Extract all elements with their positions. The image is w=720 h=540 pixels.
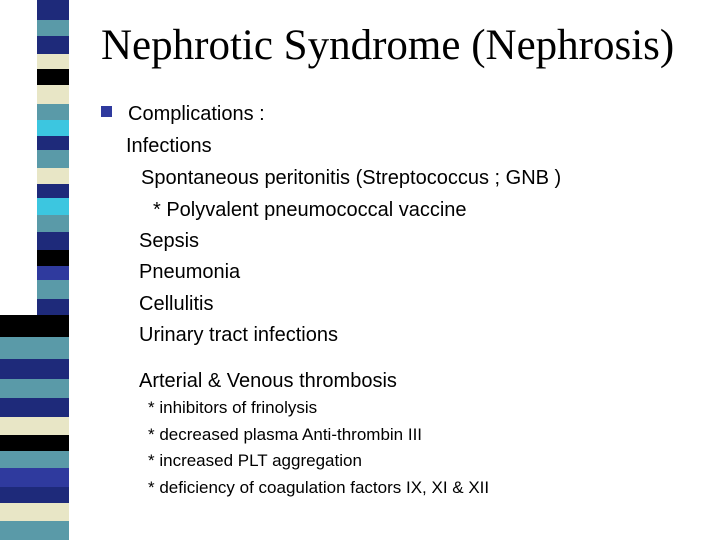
stripe-segment: [37, 215, 69, 233]
stripe-segment: [37, 69, 69, 85]
spontaneous-peritonitis-item: Spontaneous peritonitis (Streptococcus ; GNB ): [141, 167, 562, 189]
decorative-color-stripe: [0, 0, 69, 540]
stripe-segment: [37, 104, 69, 120]
stripe-segment: [0, 417, 69, 435]
stripe-segment: [37, 266, 69, 281]
thrombosis-cause: * deficiency of coagulation factors IX, XI & XII: [148, 478, 490, 497]
stripe-segment: [37, 198, 69, 214]
stripe-segment: [37, 184, 69, 199]
pneumonia-item: Pneumonia: [139, 261, 241, 283]
stripe-segment: [0, 521, 69, 540]
thrombosis-label: Arterial & Venous thrombosis: [139, 370, 397, 392]
uti-item: Urinary tract infections: [139, 324, 338, 346]
vaccine-note: * Polyvalent pneumococcal vaccine: [153, 199, 467, 221]
stripe-segment: [0, 359, 69, 379]
stripe-segment: [0, 337, 69, 359]
stripe-segment: [0, 468, 69, 487]
stripe-segment: [0, 315, 69, 337]
slide-title: Nephrotic Syndrome (Nephrosis): [101, 22, 675, 69]
thrombosis-cause: * decreased plasma Anti-thrombin III: [148, 425, 423, 444]
stripe-segment: [37, 299, 69, 315]
thrombosis-cause: * increased PLT aggregation: [148, 451, 362, 470]
stripe-segment: [37, 136, 69, 151]
stripe-segment: [0, 398, 69, 417]
complications-heading: Complications :: [128, 103, 265, 125]
stripe-segment: [0, 487, 69, 503]
stripe-segment: [37, 0, 69, 20]
stripe-segment: [37, 280, 69, 299]
square-bullet-icon: [101, 106, 112, 117]
stripe-segment: [37, 168, 69, 184]
stripe-segment: [37, 85, 69, 104]
stripe-segment: [0, 379, 69, 398]
stripe-segment: [37, 36, 69, 54]
stripe-segment: [37, 20, 69, 36]
stripe-segment: [37, 150, 69, 168]
sepsis-item: Sepsis: [139, 230, 200, 252]
stripe-segment: [37, 232, 69, 250]
infections-label: Infections: [126, 135, 212, 157]
thrombosis-cause: * inhibitors of frinolysis: [148, 398, 318, 417]
stripe-segment: [0, 451, 69, 469]
stripe-segment: [37, 120, 69, 136]
stripe-segment: [0, 503, 69, 521]
stripe-segment: [0, 435, 69, 451]
stripe-segment: [37, 250, 69, 266]
stripe-segment: [37, 54, 69, 69]
cellulitis-item: Cellulitis: [139, 293, 214, 315]
